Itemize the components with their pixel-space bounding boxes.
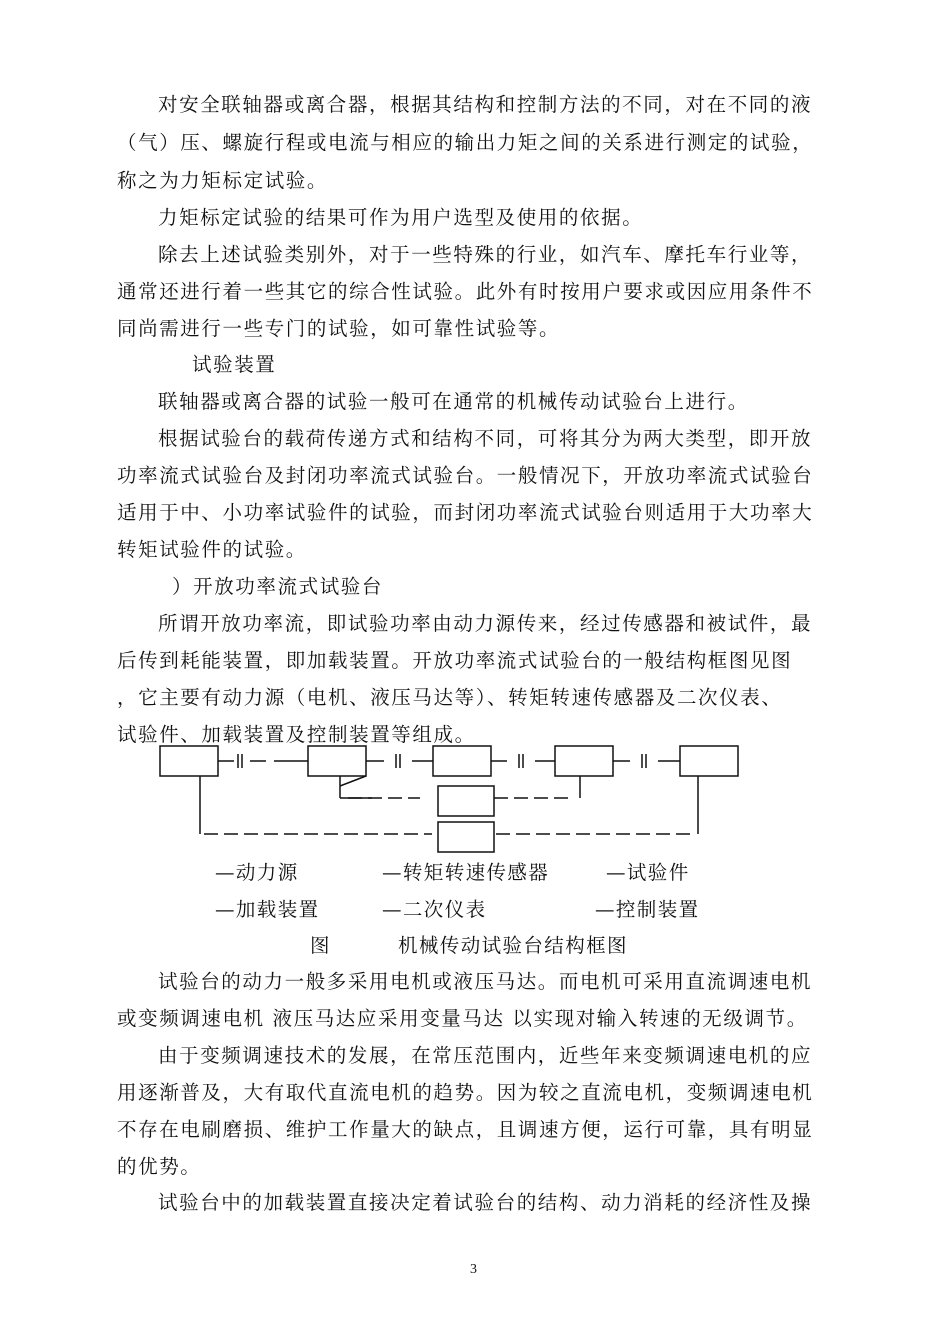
paragraph-line: 适用于中、小功率试验件的试验，而封闭功率流式试验台则适用于大功率大 [117, 501, 814, 524]
subsection-heading: ）开放功率流式试验台 [172, 575, 384, 598]
paragraph-line: 用逐渐普及，大有取代直流电机的趋势。因为较之直流电机，变频调速电机 [117, 1081, 814, 1104]
paragraph-line: 对安全联轴器或离合器，根据其结构和控制方法的不同，对在不同的液 [158, 93, 813, 116]
legend-test-piece: —试验件 [606, 861, 690, 884]
section-heading: 试验装置 [192, 353, 277, 376]
paragraph-line: 功率流式试验台及封闭功率流式试验台。一般情况下，开放功率流式试验台 [117, 464, 814, 487]
load-device-box [555, 746, 613, 776]
paragraph-line: 联轴器或离合器的试验一般可在通常的机械传动试验台上进行。 [158, 390, 749, 413]
paragraph-line: 力矩标定试验的结果可作为用户选型及使用的依据。 [158, 206, 644, 229]
control-device-box [438, 822, 494, 852]
paragraph-line: 由于变频调速技术的发展，在常压范围内，近些年来变频调速电机的应 [158, 1044, 813, 1067]
paragraph-line: 的优势。 [117, 1155, 202, 1178]
test-piece-box [433, 746, 491, 776]
figure-caption: 机械传动试验台结构框图 [398, 934, 628, 957]
paragraph-line: ，它主要有动力源（电机、液压马达等）、转矩转速传感器及二次仪表、 [117, 686, 783, 709]
legend-power-source: —动力源 [215, 861, 299, 884]
legend-load-device: —加载装置 [215, 898, 320, 921]
paragraph-line: 后传到耗能装置，即加载装置。开放功率流式试验台的一般结构框图见图 [117, 649, 793, 672]
legend-sensor: —转矩转速传感器 [382, 861, 550, 884]
page-number: 3 [470, 1262, 477, 1277]
paragraph-line: 试验件、加载装置及控制装置等组成。 [117, 723, 476, 746]
figure-label: 图 [310, 934, 331, 957]
test-bench-block-diagram [150, 738, 750, 858]
control-box [680, 746, 738, 776]
legend-control-device: —控制装置 [595, 898, 700, 921]
sensor-box [308, 746, 366, 776]
paragraph-line: 根据试验台的载荷传递方式和结构不同，可将其分为两大类型，即开放 [158, 427, 813, 450]
paragraph-line: （气）压、螺旋行程或电流与相应的输出力矩之间的关系进行测定的试验， [117, 131, 814, 154]
paragraph-line: 称之为力矩标定试验。 [117, 169, 329, 192]
paragraph-line: 转矩试验件的试验。 [117, 538, 307, 561]
paragraph-line: 或变频调速电机 液压马达应采用变量马达 以实现对输入转速的无级调节。 [117, 1007, 808, 1030]
paragraph-line: 除去上述试验类别外，对于一些特殊的行业，如汽车、摩托车行业等， [158, 243, 813, 266]
paragraph-line: 不存在电刷磨损、维护工作量大的缺点，且调速方便，运行可靠，具有明显 [117, 1118, 814, 1141]
paragraph-line: 试验台中的加载装置直接决定着试验台的结构、动力消耗的经济性及操 [158, 1191, 813, 1214]
paragraph-line: 所谓开放功率流，即试验功率由动力源传来，经过传感器和被试件，最 [158, 612, 813, 635]
legend-instrument: —二次仪表 [382, 898, 487, 921]
instrument-box [438, 786, 494, 816]
paragraph-line: 通常还进行着一些其它的综合性试验。此外有时按用户要求或因应用条件不 [117, 280, 814, 303]
power-source-box [160, 746, 218, 776]
paragraph-line: 同尚需进行一些专门的试验，如可靠性试验等。 [117, 317, 561, 340]
paragraph-line: 试验台的动力一般多采用电机或液压马达。而电机可采用直流调速电机 [158, 970, 813, 993]
